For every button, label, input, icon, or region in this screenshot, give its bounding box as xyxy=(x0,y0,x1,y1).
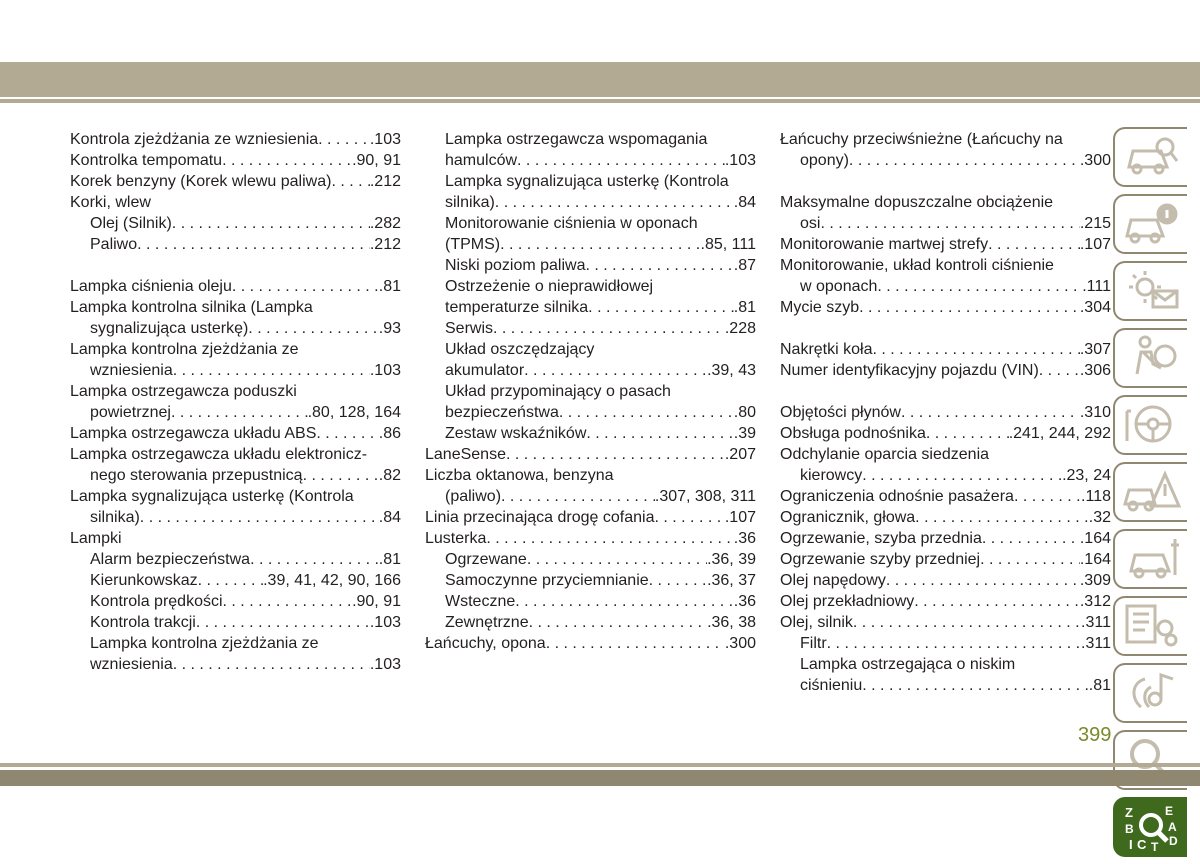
index-subentry: Lampka ostrzegawcza wspomagania xyxy=(445,131,708,148)
index-entry: Nakrętki koła . . . .307 xyxy=(780,339,1111,360)
index-subentry-continuation: silnika) . . . .84 xyxy=(425,192,756,213)
index-subentry-continuation: ciśnieniu . . . .81 xyxy=(780,675,1111,696)
index-subentry: Samoczynne przyciemnianie . . . .36, 37 xyxy=(425,570,756,591)
index-entry-continuation: kierowcy . . . .23, 24 xyxy=(780,465,1111,486)
index-subentry-continuation: bezpieczeństwa . . . .80 xyxy=(425,402,756,423)
index-subentry: Serwis . . . .228 xyxy=(425,318,756,339)
index-entry: Korek benzyny (Korek wlewu paliwa) . . . .212 xyxy=(70,171,401,192)
index-entry-continuation: nego sterowania przepustnicą . . . .82 xyxy=(70,465,401,486)
index-column-1 xyxy=(70,129,401,675)
footer-rule xyxy=(0,763,1200,767)
index-subentry: Olej (Silnik) . . . .282 xyxy=(70,213,401,234)
tab-chapter-5[interactable] xyxy=(1113,395,1187,455)
index-subentry: Lampka kontrolna zjeżdżania ze xyxy=(90,635,319,652)
header-rule xyxy=(0,99,1200,103)
index-entry: Lampka kontrolna silnika (Lampka xyxy=(70,299,313,316)
index-entry: Lampki xyxy=(70,530,122,547)
tab-chapter-1[interactable] xyxy=(1113,127,1187,187)
index-entry: Lampka ostrzegawcza układu ABS . . . .86 xyxy=(70,423,401,444)
index-entry: Kontrola zjeżdżania ze wzniesienia . . . .103 xyxy=(70,129,401,150)
index-entry: Monitorowanie martwej strefy . . . .107 xyxy=(780,234,1111,255)
header-band xyxy=(0,62,1200,97)
index-subentry: Alarm bezpieczeństwa . . . .81 xyxy=(70,549,401,570)
index-entry: Lusterka . . . .36 xyxy=(425,528,756,549)
index-entry: Linia przecinająca drogę cofania . . . .107 xyxy=(425,507,756,528)
index-entry-continuation: powietrznej . . . .80, 128, 164 xyxy=(70,402,401,423)
index-entry: Maksymalne dopuszczalne obciążenie xyxy=(780,194,1054,211)
index-entry: Lampka sygnalizująca usterkę (Kontrola xyxy=(70,488,354,505)
index-subentry-continuation: temperaturze silnika . . . .81 xyxy=(425,297,756,318)
index-subentry: Ostrzeżenie o nieprawidłowej xyxy=(445,278,654,295)
specifications-gear-icon xyxy=(1121,602,1181,648)
index-letter: E xyxy=(1165,804,1174,818)
warning-lights-icon xyxy=(1121,267,1181,313)
index-subentry-continuation: hamulców . . . .103 xyxy=(425,150,756,171)
tab-chapter-3[interactable] xyxy=(1113,261,1187,321)
index-az-icon xyxy=(1121,803,1181,853)
index-subentry: Układ przypominający o pasach xyxy=(445,383,671,400)
index-subentry: Monitorowanie ciśnienia w oponach xyxy=(445,215,698,232)
index-entry-continuation: silnika) . . . .84 xyxy=(70,507,401,528)
index-entry: Łańcuchy przeciwśnieżne (Łańcuchy na xyxy=(780,131,1063,148)
index-entry-continuation: w oponach . . . .111 xyxy=(780,276,1111,297)
index-subentry: Filtr . . . .311 xyxy=(780,633,1111,654)
index-column-3 xyxy=(780,129,1111,696)
car-info-icon xyxy=(1121,200,1181,246)
index-letter: I xyxy=(1129,837,1133,852)
index-entry: Olej przekładniowy . . . .312 xyxy=(780,591,1111,612)
index-subentry: Układ oszczędzający xyxy=(445,341,595,358)
index-entry: Ogranicznik, głowa . . . .32 xyxy=(780,507,1111,528)
index-subentry: Paliwo . . . .212 xyxy=(70,234,401,255)
index-entry-continuation: opony) . . . .300 xyxy=(780,150,1111,171)
index-entry: Olej, silnik . . . .311 xyxy=(780,612,1111,633)
index-subentry: Zewnętrzne . . . .36, 38 xyxy=(425,612,756,633)
index-subentry-continuation: akumulator . . . .39, 43 xyxy=(425,360,756,381)
car-dashboard-icon xyxy=(1121,133,1181,179)
steering-wheel-icon xyxy=(1121,401,1181,447)
index-letter: Z xyxy=(1125,805,1133,820)
index-subentry: Kontrola trakcji . . . .103 xyxy=(70,612,401,633)
airbag-safety-icon xyxy=(1121,334,1181,380)
index-subentry-continuation: wzniesienia . . . .103 xyxy=(70,654,401,675)
index-column-2 xyxy=(425,129,756,654)
tab-chapter-6[interactable] xyxy=(1113,462,1187,522)
index-entry: Odchylanie oparcia siedzenia xyxy=(780,446,990,463)
index-entry: Ogrzewanie szyby przedniej . . . .164 xyxy=(780,549,1111,570)
index-entry: Lampka ciśnienia oleju . . . .81 xyxy=(70,276,401,297)
index-letter: D xyxy=(1169,834,1178,848)
index-letter: T xyxy=(1151,840,1159,853)
index-letter: C xyxy=(1137,837,1147,852)
index-entry-continuation: osi . . . .215 xyxy=(780,213,1111,234)
index-entry: Monitorowanie, układ kontroli ciśnienie xyxy=(780,257,1054,274)
index-entry: Korki, wlew xyxy=(70,194,151,211)
index-entry: Lampka kontrolna zjeżdżania ze xyxy=(70,341,299,358)
tab-chapter-4[interactable] xyxy=(1113,328,1187,388)
tab-chapter-7[interactable] xyxy=(1113,529,1187,589)
index-subentry: Lampka sygnalizująca usterkę (Kontrola xyxy=(445,173,729,190)
footer-band xyxy=(0,770,1200,786)
chapter-tabs xyxy=(1113,127,1200,864)
index-entry: Ograniczenia odnośnie pasażera . . . .118 xyxy=(780,486,1111,507)
index-entry: Obsługa podnośnika . . . .241, 244, 292 xyxy=(780,423,1111,444)
page-number: 399 xyxy=(1078,724,1112,746)
index-entry: Lampka ostrzegawcza układu elektronicz- xyxy=(70,446,368,463)
index-subentry: Wsteczne . . . .36 xyxy=(425,591,756,612)
roadside-warning-icon xyxy=(1121,468,1181,514)
service-car-icon xyxy=(1121,535,1181,581)
index-subentry: Lampka ostrzegająca o niskim xyxy=(800,656,1016,673)
multimedia-icon xyxy=(1121,669,1181,715)
index-entry-continuation: sygnalizująca usterkę) . . . .93 xyxy=(70,318,401,339)
index-subentry: Zestaw wskaźników . . . .39 xyxy=(425,423,756,444)
index-entry: Objętości płynów . . . .310 xyxy=(780,402,1111,423)
index-entry: Liczba oktanowa, benzyna xyxy=(425,467,614,484)
index-subentry: Ogrzewane . . . .36, 39 xyxy=(425,549,756,570)
tab-chapter-9[interactable] xyxy=(1113,663,1187,723)
index-subentry-continuation: (TPMS) . . . .85, 111 xyxy=(425,234,756,255)
index-entry: Łańcuchy, opona . . . .300 xyxy=(425,633,756,654)
index-entry: Lampka ostrzegawcza poduszki xyxy=(70,383,297,400)
index-entry: Numer identyfikacyjny pojazdu (VIN) . . . .306 xyxy=(780,360,1111,381)
index-entry: Mycie szyb . . . .304 xyxy=(780,297,1111,318)
tab-chapter-2[interactable] xyxy=(1113,194,1187,254)
tab-chapter-8[interactable] xyxy=(1113,596,1187,656)
index-letter: B xyxy=(1125,822,1134,836)
index-subentry: Niski poziom paliwa . . . .87 xyxy=(425,255,756,276)
index-entry: Kontrolka tempomatu . . . .90, 91 xyxy=(70,150,401,171)
index-entry: LaneSense . . . .207 xyxy=(425,444,756,465)
index-letter: A xyxy=(1168,820,1177,834)
tab-index[interactable] xyxy=(1113,797,1187,857)
index-entry-continuation: wzniesienia . . . .103 xyxy=(70,360,401,381)
index-subentry: Kontrola prędkości . . . .90, 91 xyxy=(70,591,401,612)
index-entry-continuation: (paliwo) . . . .307, 308, 311 xyxy=(425,486,756,507)
index-entry: Olej napędowy . . . .309 xyxy=(780,570,1111,591)
index-subentry: Kierunkowskaz . . . .39, 41, 42, 90, 166 xyxy=(70,570,401,591)
index-entry: Ogrzewanie, szyba przednia . . . .164 xyxy=(780,528,1111,549)
